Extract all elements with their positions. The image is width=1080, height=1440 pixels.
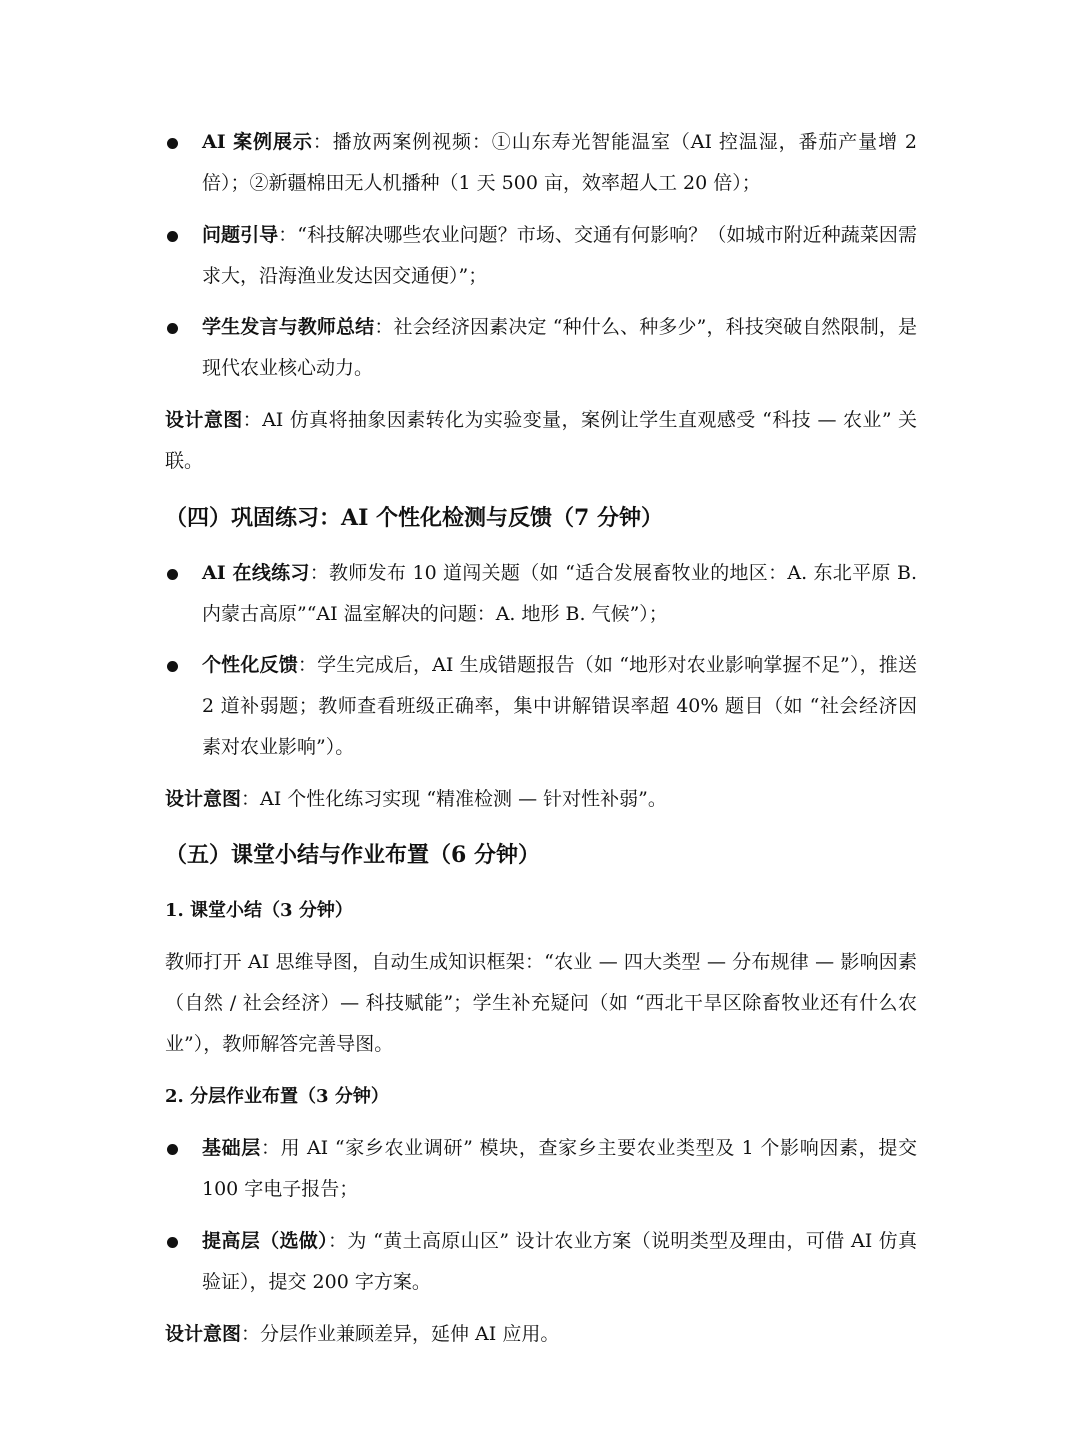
bullet-icon [167, 231, 178, 242]
item-label: 学生发言与教师总结 [202, 316, 375, 338]
item-label: AI 在线练习 [202, 562, 310, 584]
design-intent [165, 1314, 917, 1355]
bullet-icon [167, 1237, 178, 1248]
design-intent-text: ：分层作业兼顾差异，延伸 AI 应用。 [241, 1323, 560, 1345]
list-item [165, 307, 917, 389]
list-item [165, 1128, 917, 1210]
bullet-icon [167, 323, 178, 334]
design-intent-text: ：AI 个性化练习实现 “精准检测 — 针对性补弱”。 [241, 788, 667, 810]
section-heading: （五）课堂小结与作业布置（6 分钟） [165, 842, 540, 868]
item-label: 个性化反馈 [202, 654, 298, 676]
list-item [165, 215, 917, 297]
list-item [165, 122, 917, 204]
item-label: 基础层 [202, 1137, 261, 1159]
item-text: ：播放两案例视频：①山东寿光智能温室（AI 控温湿，番茄产量增 2 倍）；②新疆棉田无人机播种（1 天 500 亩，效率超人工 20 倍）； [202, 131, 917, 194]
bullet-icon [167, 138, 178, 149]
bullet-icon [167, 569, 178, 580]
summary-paragraph [165, 942, 917, 1065]
design-intent-label: 设计意图 [165, 788, 242, 810]
subsection-heading: 2. 分层作业布置（3 分钟） [165, 1086, 389, 1107]
design-intent-label: 设计意图 [165, 409, 243, 431]
list-item [165, 1221, 917, 1303]
item-text: ：用 AI “家乡农业调研” 模块，查家乡主要农业类型及 1 个影响因素，提交 100 字电子报告； [202, 1137, 917, 1200]
section-heading: （四）巩固练习：AI 个性化检测与反馈（7 分钟） [165, 505, 663, 531]
item-text: ：教师发布 10 道闯关题（如 “适合发展畜牧业的地区：A. 东北平原 B. 内蒙古高原”“AI 温室解决的问题：A. 地形 B. 气候”）； [202, 562, 917, 625]
item-label: 问题引导 [202, 224, 279, 246]
subsection-heading: 1. 课堂小结（3 分钟） [165, 900, 353, 921]
summary-text: 教师打开 AI 思维导图，自动生成知识框架：“农业 — 四大类型 — 分布规律 — 影响因素（自然 / 社会经济）— 科技赋能”；学生补充疑问（如 “西北干旱区除畜牧业还有什么农业”），教师解答完善导图。 [165, 951, 917, 1055]
item-text: ：社会经济因素决定 “种什么、种多少”，科技突破自然限制，是现代农业核心动力。 [202, 316, 917, 379]
list-item [165, 553, 917, 635]
design-intent [165, 779, 917, 820]
item-label: 提高层（选做） [202, 1230, 329, 1252]
item-text: ：“科技解决哪些农业问题？市场、交通有何影响？（如城市附近种蔬菜因需求大，沿海渔业发达因交通便）”； [202, 224, 917, 287]
list-item [165, 645, 917, 768]
item-label: AI 案例展示 [202, 131, 313, 153]
design-intent-text: ：AI 仿真将抽象因素转化为实验变量，案例让学生直观感受 “科技 — 农业” 关联。 [165, 409, 917, 472]
bullet-icon [167, 661, 178, 672]
bullet-icon [167, 1144, 178, 1155]
design-intent-label: 设计意图 [165, 1323, 242, 1345]
item-text: ：为 “黄土高原山区” 设计农业方案（说明类型及理由，可借 AI 仿真验证），提交 200 字方案。 [202, 1230, 917, 1293]
design-intent [165, 400, 917, 482]
item-text: ：学生完成后，AI 生成错题报告（如 “地形对农业影响掌握不足”），推送 2 道补弱题；教师查看班级正确率，集中讲解错误率超 40% 题目（如 “社会经济因素对农业影响”）。 [202, 654, 917, 758]
